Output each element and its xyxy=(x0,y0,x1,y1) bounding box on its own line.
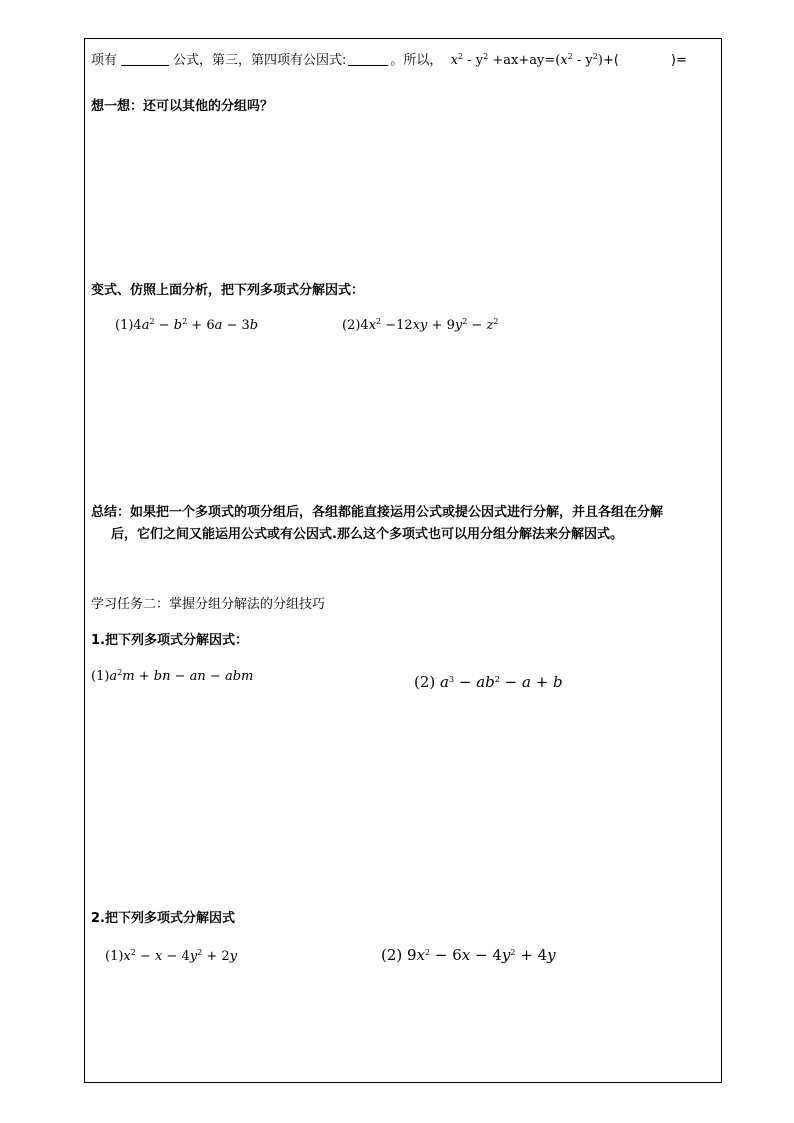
think-prompt: 想一想：还可以其他的分组吗？ xyxy=(91,99,274,114)
q2-problem-2: (2) $9x^2 - 6x - 4y^2 + 4y$ xyxy=(381,946,556,964)
q1-problem-1: $(1)a^2m$ + bn − an − abm xyxy=(91,668,254,684)
task2-title: 学习任务二：掌握分组分解法的分组技巧 xyxy=(91,597,326,612)
summary-paragraph xyxy=(91,502,717,546)
variant-problem-2: $(2)4x^2 -12xy + 9y^2 - z^2$ xyxy=(342,317,499,333)
factor-intro-line: 项有 公式，第三，第四项有公因式: 。所以， $x^2 - y^2 +ax+ay=(x^2 - y^2)+$( )= xyxy=(91,52,687,68)
blank-formula[interactable] xyxy=(121,53,169,66)
intro-equation: $x^2 - y^2 +ax+ay=(x^2 - y^2)$ xyxy=(450,52,603,68)
q2-title: 2.把下列多项式分解因式 xyxy=(91,911,235,926)
q1-title: 1.把下列多项式分解因式： xyxy=(91,633,248,648)
intro-mid: 公式，第三，第四项有公因式: xyxy=(173,53,347,68)
blank-group[interactable] xyxy=(619,54,671,66)
variant-title: 变式、仿照上面分析，把下列多项式分解因式： xyxy=(91,283,365,298)
summary-line-1: 总结：如果把一个多项式的项分组后，各组都能直接运用公式或提公因式进行分解，并且各组在分解 xyxy=(91,505,664,520)
intro-suffix: 。所以， xyxy=(390,53,443,68)
intro-prefix: 项有 xyxy=(91,53,118,68)
q2-problem-1: $(1)x^2 - x - 4y^2 + 2y$ xyxy=(105,948,238,964)
blank-common-factor[interactable] xyxy=(348,53,388,66)
variant-problem-1: $(1)4a^2 - b^2 + 6a - 3b$ xyxy=(115,317,259,333)
summary-line-2: 后，它们之间又能运用公式或有公因式.那么这个多项式也可以用分组分解法来分解因式。 xyxy=(111,527,623,542)
q1-problem-2: (2) $a^3 - ab^2 - a + b$ xyxy=(414,673,563,691)
